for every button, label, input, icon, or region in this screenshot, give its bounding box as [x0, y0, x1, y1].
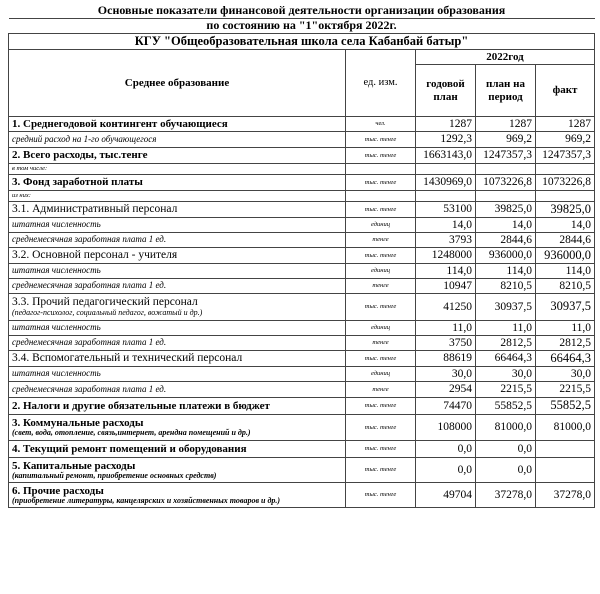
unit-cell: единиц	[346, 321, 416, 336]
period-cell: 30937,5	[476, 294, 536, 321]
row-label	[9, 483, 346, 508]
fact-cell: 39825,0	[536, 202, 595, 218]
report-date: по состоянию на "1"октября 2022г.	[9, 19, 595, 34]
fact-cell: 1073226,8	[536, 175, 595, 191]
fact-cell	[536, 458, 595, 483]
row-label	[9, 336, 346, 351]
unit-cell: тыс. тенге	[346, 483, 416, 508]
annual-cell: 114,0	[416, 264, 476, 279]
table-row	[9, 202, 595, 218]
fact-cell: 11,0	[536, 321, 595, 336]
period-cell: 1287	[476, 117, 536, 132]
row-label-text: 1. Среднегодовой контингент обучающиеся	[12, 117, 228, 130]
period-cell: 969,2	[476, 132, 536, 148]
annual-cell: 3793	[416, 233, 476, 248]
row-label-text: штатная численность	[12, 265, 101, 276]
unit-cell: тыс. тенге	[346, 202, 416, 218]
annual-cell	[416, 191, 476, 202]
row-label-text: 3.4. Вспомогательный и технический персонал	[12, 352, 243, 365]
row-label-text: из них:	[12, 192, 31, 200]
row-label	[9, 117, 346, 132]
unit-cell	[346, 164, 416, 175]
row-label-text: 2. Всего расходы, тыс.тенге	[12, 149, 148, 162]
row-label-text: в том числе:	[12, 165, 48, 173]
annual-cell: 53100	[416, 202, 476, 218]
row-label	[9, 191, 346, 202]
row-sublabel: (свет, вода, отопление, связь,интернет, арендна помещений и др.)	[12, 428, 251, 438]
table-row	[9, 483, 595, 508]
row-label-text: штатная численность	[12, 368, 101, 379]
annual-cell: 1287	[416, 117, 476, 132]
period-cell: 936000,0	[476, 248, 536, 264]
unit-cell: тыс. тенге	[346, 398, 416, 415]
unit-cell: тыс. тенге	[346, 415, 416, 441]
period-cell: 114,0	[476, 264, 536, 279]
annual-cell: 88619	[416, 351, 476, 367]
table-row	[9, 458, 595, 483]
table-row	[9, 279, 595, 294]
fact-cell: 37278,0	[536, 483, 595, 508]
row-label	[9, 279, 346, 294]
period-cell: 8210,5	[476, 279, 536, 294]
row-label-text: 2. Налоги и другие обязательные платежи в бюджет	[12, 399, 270, 412]
section-header: Среднее образование	[9, 50, 346, 117]
unit-header: ед. изм.	[346, 50, 416, 117]
annual-header: годовой план	[416, 65, 476, 117]
table-row	[9, 294, 595, 321]
row-label-text: 6. Прочие расходы	[12, 484, 104, 497]
fact-cell: 14,0	[536, 218, 595, 233]
row-label-text: штатная численность	[12, 322, 101, 333]
row-label-text: среднемесячная заработная плата 1 ед.	[12, 280, 167, 291]
row-label	[9, 248, 346, 264]
period-cell: 30,0	[476, 367, 536, 382]
fact-cell: 969,2	[536, 132, 595, 148]
row-label-text: 5. Капитальные расходы	[12, 459, 136, 472]
annual-cell: 11,0	[416, 321, 476, 336]
unit-cell: чел.	[346, 117, 416, 132]
period-cell: 2215,5	[476, 382, 536, 398]
annual-cell	[416, 164, 476, 175]
unit-cell: тенге	[346, 382, 416, 398]
period-cell: 37278,0	[476, 483, 536, 508]
row-label	[9, 382, 346, 398]
unit-cell: тенге	[346, 279, 416, 294]
period-cell: 0,0	[476, 458, 536, 483]
period-cell: 2844,6	[476, 233, 536, 248]
row-label-text: 3.3. Прочий педагогический персонал	[12, 296, 198, 309]
annual-cell: 108000	[416, 415, 476, 441]
row-label	[9, 264, 346, 279]
table-row	[9, 367, 595, 382]
annual-cell: 1430969,0	[416, 175, 476, 191]
fact-cell: 66464,3	[536, 351, 595, 367]
table-row	[9, 248, 595, 264]
table-row	[9, 218, 595, 233]
fact-cell: 1247357,3	[536, 148, 595, 164]
fact-cell: 114,0	[536, 264, 595, 279]
period-cell: 66464,3	[476, 351, 536, 367]
unit-cell: тыс. тенге	[346, 458, 416, 483]
row-label-text: 4. Текущий ремонт помещений и оборудования	[12, 442, 247, 455]
row-label	[9, 367, 346, 382]
period-header: план на период	[476, 65, 536, 117]
row-label	[9, 233, 346, 248]
annual-cell: 30,0	[416, 367, 476, 382]
year-header: 2022год	[416, 50, 595, 65]
unit-cell: тыс. тенге	[346, 294, 416, 321]
annual-cell: 0,0	[416, 458, 476, 483]
fact-cell: 8210,5	[536, 279, 595, 294]
row-label	[9, 175, 346, 191]
table-row	[9, 191, 595, 202]
row-label	[9, 398, 346, 415]
table-row	[9, 382, 595, 398]
unit-cell: тыс. тенге	[346, 148, 416, 164]
row-label-text: 3. Коммунальные расходы	[12, 417, 144, 430]
report-title: Основные показатели финансовой деятельности организации образования	[9, 4, 595, 19]
unit-cell: тыс. тенге	[346, 351, 416, 367]
period-cell: 14,0	[476, 218, 536, 233]
table-row	[9, 233, 595, 248]
annual-cell: 10947	[416, 279, 476, 294]
fact-cell	[536, 441, 595, 458]
table-row	[9, 336, 595, 351]
annual-cell: 1292,3	[416, 132, 476, 148]
unit-cell: тыс. тенге	[346, 132, 416, 148]
fact-cell: 936000,0	[536, 248, 595, 264]
row-label-text: 3.1. Административный персонал	[12, 203, 178, 216]
period-cell: 0,0	[476, 441, 536, 458]
period-cell: 81000,0	[476, 415, 536, 441]
row-label	[9, 218, 346, 233]
row-label-text: 3.2. Основной персонал - учителя	[12, 249, 178, 262]
row-label-text: среднемесячная заработная плата 1 ед.	[12, 337, 167, 348]
row-label	[9, 458, 346, 483]
annual-cell: 0,0	[416, 441, 476, 458]
table-row	[9, 398, 595, 415]
period-cell: 11,0	[476, 321, 536, 336]
table-row	[9, 148, 595, 164]
period-cell: 55852,5	[476, 398, 536, 415]
school-name: КГУ "Общеобразовательная школа села Кабанбай батыр"	[9, 34, 595, 50]
fact-cell: 81000,0	[536, 415, 595, 441]
row-label	[9, 164, 346, 175]
row-label	[9, 321, 346, 336]
unit-cell: тыс. тенге	[346, 175, 416, 191]
annual-cell: 2954	[416, 382, 476, 398]
period-cell	[476, 191, 536, 202]
fact-header: факт	[536, 65, 595, 117]
row-sublabel: (капитальный ремонт, приобретение основных средств)	[12, 470, 217, 480]
annual-cell: 3750	[416, 336, 476, 351]
unit-cell: единиц	[346, 264, 416, 279]
row-label-text: 3. Фонд заработной платы	[12, 176, 143, 189]
annual-cell: 1663143,0	[416, 148, 476, 164]
fact-cell: 55852,5	[536, 398, 595, 415]
row-label	[9, 132, 346, 148]
row-label	[9, 148, 346, 164]
annual-cell: 14,0	[416, 218, 476, 233]
financial-table	[8, 4, 595, 508]
unit-cell: тенге	[346, 233, 416, 248]
row-label	[9, 415, 346, 441]
table-row	[9, 321, 595, 336]
row-label	[9, 202, 346, 218]
fact-cell	[536, 164, 595, 175]
unit-cell: тенге	[346, 336, 416, 351]
table-row	[9, 441, 595, 458]
fact-cell: 1287	[536, 117, 595, 132]
fact-cell: 2844,6	[536, 233, 595, 248]
fact-cell: 30937,5	[536, 294, 595, 321]
period-cell: 1247357,3	[476, 148, 536, 164]
row-label	[9, 294, 346, 321]
unit-cell: единиц	[346, 367, 416, 382]
row-label-text: средний расход на 1-го обучающегося	[12, 133, 157, 144]
table-row	[9, 264, 595, 279]
fact-cell: 30,0	[536, 367, 595, 382]
unit-cell: тыс. тенге	[346, 248, 416, 264]
row-label-text: среднемесячная заработная плата 1 ед.	[12, 383, 167, 394]
annual-cell: 1248000	[416, 248, 476, 264]
unit-cell: тыс. тенге	[346, 441, 416, 458]
fact-cell: 2215,5	[536, 382, 595, 398]
period-cell: 39825,0	[476, 202, 536, 218]
period-cell	[476, 164, 536, 175]
table-row	[9, 164, 595, 175]
row-sublabel: (педагог-психолог, социальный педагог, вожатый и др.)	[12, 307, 203, 317]
table-row	[9, 132, 595, 148]
table-row	[9, 175, 595, 191]
table-row	[9, 351, 595, 367]
table-row	[9, 415, 595, 441]
unit-cell: единиц	[346, 218, 416, 233]
period-cell: 2812,5	[476, 336, 536, 351]
fact-cell	[536, 191, 595, 202]
fact-cell: 2812,5	[536, 336, 595, 351]
table-row	[9, 117, 595, 132]
annual-cell: 49704	[416, 483, 476, 508]
row-label	[9, 351, 346, 367]
annual-cell: 74470	[416, 398, 476, 415]
unit-cell	[346, 191, 416, 202]
row-label	[9, 441, 346, 458]
row-label-text: штатная численность	[12, 219, 101, 230]
row-label-text: среднемесячная заработная плата 1 ед.	[12, 234, 167, 245]
period-cell: 1073226,8	[476, 175, 536, 191]
annual-cell: 41250	[416, 294, 476, 321]
row-sublabel: (приобретение литературы, канцелярских и хозяйственных товаров и др.)	[12, 495, 281, 505]
